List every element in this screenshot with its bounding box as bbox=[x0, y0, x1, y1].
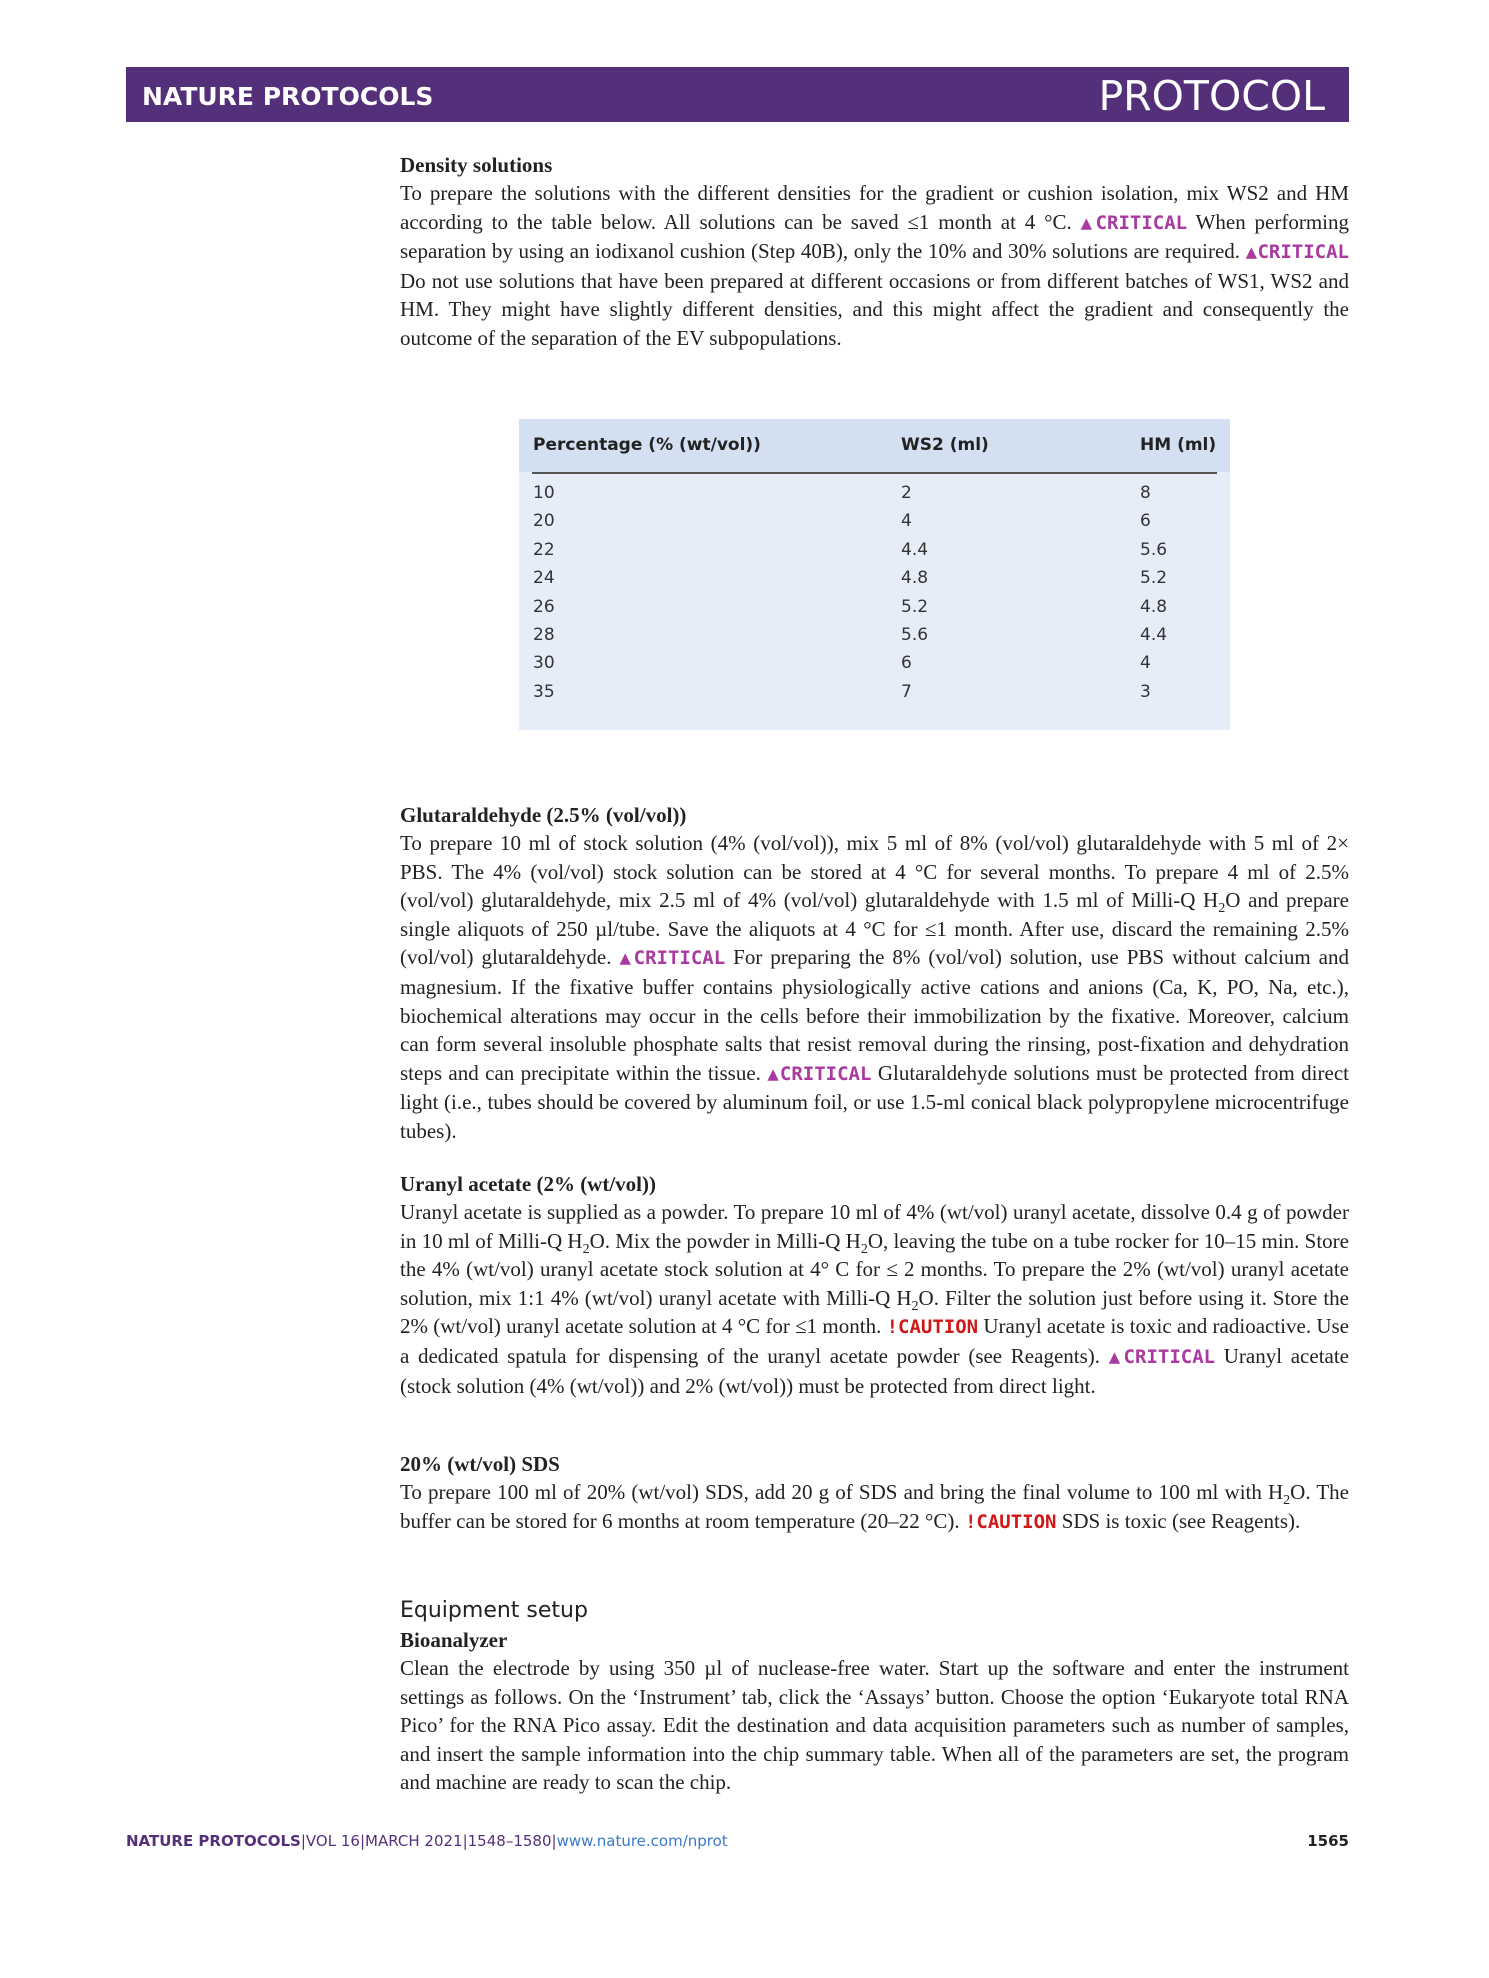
section-title: Density solutions bbox=[400, 153, 553, 177]
table-cell: 20 bbox=[533, 511, 555, 532]
section-title: Bioanalyzer bbox=[400, 1628, 508, 1652]
table-cell: 4 bbox=[1140, 653, 1151, 674]
table-row bbox=[519, 653, 1230, 681]
table-cell: 5.6 bbox=[1140, 539, 1168, 560]
footer-volume: VOL 16 bbox=[305, 1832, 360, 1850]
critical-label: ▲CRITICAL bbox=[1080, 211, 1188, 234]
table-cell: 7 bbox=[901, 681, 912, 702]
section-title: Uranyl acetate (2% (wt/vol)) bbox=[400, 1172, 656, 1196]
table-header bbox=[519, 419, 1230, 472]
critical-label: ▲CRITICAL bbox=[767, 1062, 872, 1085]
table-cell: 6 bbox=[1140, 511, 1151, 532]
table-cell: 26 bbox=[533, 596, 555, 617]
footer-separator: | bbox=[462, 1832, 468, 1850]
page-number: 1565 bbox=[1307, 1832, 1349, 1850]
page-footer bbox=[126, 1832, 1349, 1854]
column-header: HM (ml) bbox=[1140, 435, 1217, 455]
section-uranyl-acetate bbox=[400, 1170, 1349, 1400]
section-heading: Equipment setup bbox=[400, 1598, 588, 1623]
table-row bbox=[519, 625, 1230, 653]
table-cell: 22 bbox=[533, 539, 555, 560]
table-cell: 5.2 bbox=[901, 596, 929, 617]
paragraph: To prepare 100 ml of 20% (wt/vol) SDS, add 20 g of SDS and bring the final volume to 100 ml with $H_2O$. The buffer can be stored for 6 months at room temperature (20–22 °C). !CAUTION SDS is toxic (see Reagents). bbox=[400, 1480, 1349, 1533]
section-title: Glutaraldehyde (2.5% (vol/vol)) bbox=[400, 803, 687, 827]
footer-pages: 1548–1580 bbox=[467, 1832, 552, 1850]
table-row bbox=[519, 511, 1230, 539]
table-cell: 30 bbox=[533, 653, 555, 674]
footer-separator: | bbox=[359, 1832, 365, 1850]
table-cell: 5.2 bbox=[1140, 568, 1168, 589]
table-cell: 6 bbox=[901, 653, 912, 674]
table-cell: 4.4 bbox=[901, 539, 929, 560]
footer-date: MARCH 2021 bbox=[365, 1832, 463, 1850]
section-equipment-setup bbox=[400, 1596, 1349, 1797]
table-cell: 10 bbox=[533, 483, 555, 503]
footer-separator: | bbox=[551, 1832, 557, 1850]
table-cell: 28 bbox=[533, 625, 555, 645]
critical-label: ▲CRITICAL bbox=[1108, 1345, 1216, 1368]
paragraph: Uranyl acetate is supplied as a powder. To prepare 10 ml of 4% (wt/vol) uranyl acetate, dissolve 0.4 g of powder in 10 ml of Milli-Q $H_2O$. Mix the powder in Milli-Q $H_2O$, leaving the tube on a tube rocker for 10–15 min. Store the 4% (wt/vol) uranyl acetate stock solution at 4° C for ≤ 2 months. To prepare the 2% (wt/vol) uranyl acetate solution, mix 1:1 4% (wt/vol) uranyl acetate with Milli-Q $H_2O$. Filter the solution just before using it. Store the 2% (wt/vol) uranyl acetate solution at 4 °C for ≤1 month. !CAUTION Uranyl acetate is toxic and radioactive. Use a dedicated spatula for dispensing of the uranyl acetate powder (see Reagents). ▲CRITICAL Uranyl acetate (stock solution (4% (wt/vol)) and 2% (wt/vol)) must be protected from direct light. bbox=[400, 1200, 1350, 1398]
table-row bbox=[519, 483, 1230, 511]
paragraph: To prepare 10 ml of stock solution (4% (vol/vol)), mix 5 ml of 8% (vol/vol) glutaraldehyde with 5 ml of 2× PBS. The 4% (vol/vol) stock solution can be stored at 4 °C for several months. To prepare 4 ml of 2.5% (vol/vol) glutaraldehyde, mix 2.5 ml of 4% (vol/vol) glutaraldehyde with 1.5 ml of Milli-Q $H_2O$ and prepare single aliquots of 250 µl/tube. Save the aliquots at 4 °C for ≤1 month. After use, discard the remaining 2.5% (vol/vol) glutaraldehyde. ▲CRITICAL For preparing the 8% (vol/vol) solution, use PBS without calcium and magnesium. If the fixative buffer contains physiologically active cations and anions (Ca, K, PO, Na, etc.), biochemical alterations may occur in the cells before their immobilization by the fixative. Moreover, calcium can form several insoluble phosphate salts that resist removal during the rinsing, post-fixation and dehydration steps and can precipitate within the tissue. ▲CRITICAL Glutaraldehyde solutions must be protected from direct light (i.e., tubes should be covered by aluminum foil, or use 1.5-ml conical black polypropylene microcentrifuge tubes). bbox=[400, 831, 1349, 1143]
table-row bbox=[519, 568, 1230, 596]
section-sds bbox=[400, 1450, 1349, 1536]
table-cell: 3 bbox=[1140, 681, 1151, 702]
caution-label: !CAUTION bbox=[964, 1510, 1057, 1533]
critical-label: ▲CRITICAL bbox=[1245, 241, 1349, 264]
critical-label: ▲CRITICAL bbox=[619, 947, 726, 970]
table-row bbox=[519, 597, 1230, 625]
table-cell: 5.6 bbox=[901, 625, 929, 645]
table-cell: 4.4 bbox=[1140, 625, 1168, 645]
table-cell: 24 bbox=[533, 568, 555, 589]
table-cell: 2 bbox=[901, 483, 912, 503]
footer-url-link[interactable]: www.nature.com/nprot bbox=[556, 1832, 728, 1850]
paragraph: Clean the electrode by using 350 µl of nuclease-free water. Start up the software and enter the instrument settings as follows. On the ‘Instrument’ tab, click the ‘Assays’ button. Choose the option ‘Eukaryote total RNA Pico’ for the RNA Pico assay. Edit the destination and data acquisition parameters such as number of samples, and insert the sample information into the chip summary table. When all of the parameters are set, the program and machine are ready to scan the chip. bbox=[400, 1656, 1349, 1795]
journal-name: NATURE PROTOCOLS bbox=[142, 82, 434, 111]
column-header: Percentage (% (wt/vol)) bbox=[533, 435, 761, 455]
table-row bbox=[519, 540, 1230, 568]
table-cell: 8 bbox=[1140, 483, 1151, 503]
density-table bbox=[519, 419, 1230, 730]
footer-separator: | bbox=[300, 1832, 306, 1850]
table-cell: 35 bbox=[533, 681, 555, 702]
table-cell: 4 bbox=[901, 511, 912, 532]
table-row bbox=[519, 682, 1230, 710]
section-density bbox=[400, 151, 1349, 353]
header-banner bbox=[126, 67, 1349, 122]
table-cell: 4.8 bbox=[1140, 596, 1168, 617]
section-title: 20% (wt/vol) SDS bbox=[400, 1452, 560, 1476]
table-divider bbox=[532, 472, 1217, 474]
paragraph: To prepare the solutions with the different densities for the gradient or cushion isolation, mix WS2 and HM according to the table below. All solutions can be saved ≤1 month at 4 °C. ▲CRITICAL When performing separation by using an iodixanol cushion (Step 40B), only the 10% and 30% solutions are required. ▲CRITICAL Do not use solutions that have been prepared at different occasions or from different batches of WS1, WS2 and HM. They might have slightly different densities, and this might affect the gradient and consequently the outcome of the separation of the EV subpopulations. bbox=[400, 181, 1350, 350]
column-header: WS2 (ml) bbox=[901, 435, 989, 455]
caution-label: !CAUTION bbox=[886, 1316, 979, 1339]
article-type: PROTOCOL bbox=[1098, 72, 1325, 120]
table-cell: 4.8 bbox=[901, 568, 929, 589]
section-glutaraldehyde bbox=[400, 801, 1349, 1146]
footer-journal: NATURE PROTOCOLS bbox=[126, 1832, 301, 1850]
